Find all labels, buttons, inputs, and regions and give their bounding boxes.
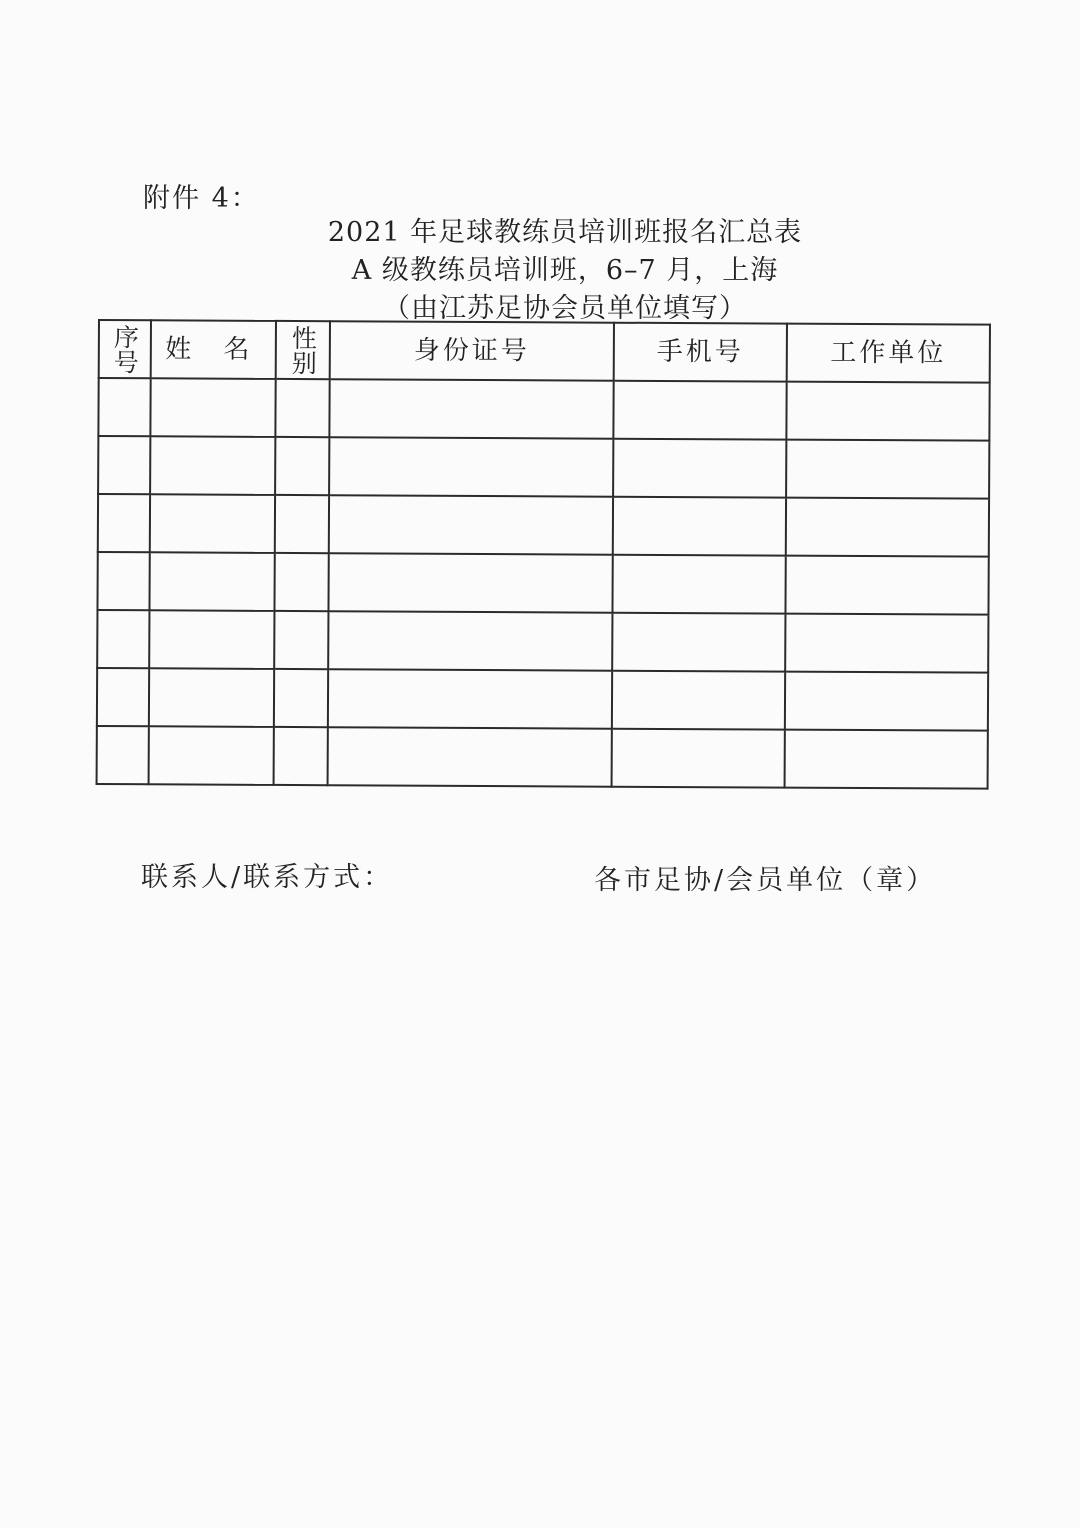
table-row: [97, 668, 988, 731]
cell-work-unit[interactable]: [785, 556, 988, 615]
cell-serial-number[interactable]: [97, 610, 149, 668]
header-name: 姓 名: [151, 320, 276, 379]
cell-serial-number[interactable]: [97, 552, 149, 610]
cell-name[interactable]: [150, 494, 275, 553]
cell-id-number[interactable]: [329, 437, 613, 496]
cell-gender[interactable]: [274, 553, 328, 611]
cell-id-number[interactable]: [328, 553, 612, 612]
cell-id-number[interactable]: [328, 669, 612, 728]
cell-name[interactable]: [149, 610, 274, 669]
header-serial-number: 序号: [99, 320, 151, 378]
attachment-label: 附件 4：: [143, 183, 260, 214]
cell-gender[interactable]: [275, 495, 329, 553]
form-title: 2021 年足球教练员培训班报名汇总表: [327, 217, 803, 248]
cell-serial-number[interactable]: [97, 668, 149, 726]
cell-id-number[interactable]: [329, 379, 613, 438]
cell-work-unit[interactable]: [785, 614, 988, 673]
registration-table: [96, 319, 991, 790]
cell-work-unit[interactable]: [786, 440, 989, 499]
table-row: [97, 552, 988, 615]
cell-work-unit[interactable]: [785, 672, 988, 731]
cell-phone[interactable]: [612, 729, 785, 788]
cell-phone[interactable]: [613, 497, 786, 556]
cell-name[interactable]: [150, 378, 275, 437]
table-row: [98, 494, 989, 557]
cell-phone[interactable]: [612, 555, 785, 614]
table-row: [98, 378, 989, 441]
cell-work-unit[interactable]: [786, 382, 989, 441]
header-gender: 性别: [276, 321, 330, 379]
cell-serial-number[interactable]: [98, 494, 150, 552]
cell-gender[interactable]: [275, 379, 329, 437]
cell-gender[interactable]: [274, 669, 328, 727]
table-row: [97, 726, 988, 789]
table-header-row: [99, 320, 990, 383]
cell-work-unit[interactable]: [786, 498, 989, 557]
contact-label: 联系人/联系方式：: [141, 862, 394, 893]
table-row: [97, 610, 988, 673]
cell-gender[interactable]: [275, 437, 329, 495]
cell-gender[interactable]: [274, 727, 328, 785]
cell-name[interactable]: [149, 726, 274, 785]
cell-serial-number[interactable]: [98, 436, 150, 494]
table-row: [98, 436, 989, 499]
header-work-unit: 工作单位: [787, 324, 990, 383]
header-id-number: 身份证号: [330, 321, 614, 380]
header-phone: 手机号: [614, 323, 787, 382]
cell-serial-number[interactable]: [98, 378, 150, 436]
cell-id-number[interactable]: [328, 727, 612, 786]
cell-phone[interactable]: [612, 671, 785, 730]
table-body: [97, 378, 990, 789]
seal-label: 各市足协/会员单位（章）: [594, 865, 937, 896]
cell-phone[interactable]: [613, 381, 786, 440]
cell-work-unit[interactable]: [785, 730, 988, 789]
cell-name[interactable]: [149, 552, 274, 611]
cell-id-number[interactable]: [328, 611, 612, 670]
cell-phone[interactable]: [613, 439, 786, 498]
form-note: （由江苏足协会员单位填写）: [383, 293, 747, 324]
form-subtitle: A 级教练员培训班，6–7 月，上海: [351, 255, 779, 286]
title-block: [0, 214, 1080, 328]
cell-name[interactable]: [149, 668, 274, 727]
cell-serial-number[interactable]: [97, 726, 149, 784]
cell-phone[interactable]: [612, 613, 785, 672]
cell-name[interactable]: [150, 436, 275, 495]
cell-id-number[interactable]: [329, 495, 613, 554]
cell-gender[interactable]: [274, 611, 328, 669]
